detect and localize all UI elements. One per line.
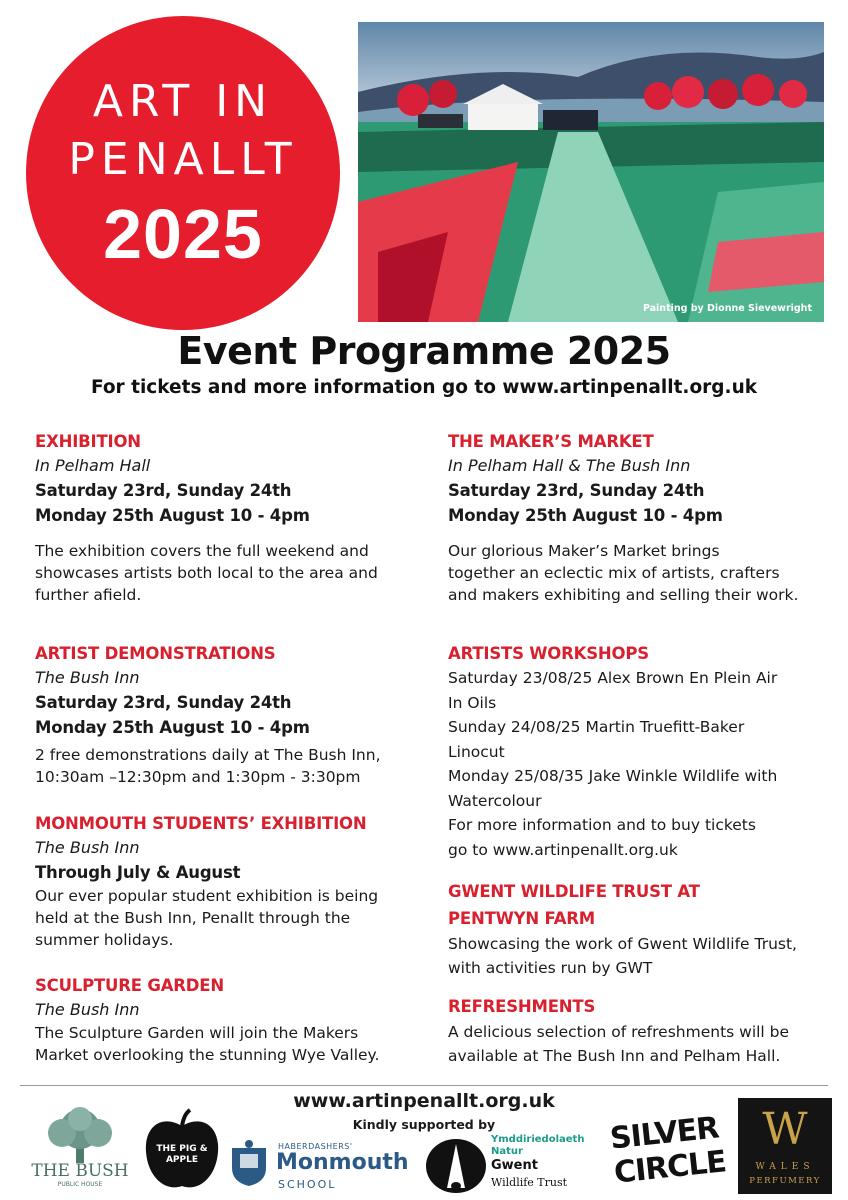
- gwent-desc-2: with activities run by GWT: [448, 959, 653, 977]
- students-desc-3: summer holidays.: [35, 931, 174, 949]
- logo-line-3: 2025: [103, 195, 263, 273]
- demonstrations-heading: ARTIST DEMONSTRATIONS: [35, 644, 276, 663]
- page-subtitle: For tickets and more information go to www.artinpenallt.org.uk: [90, 377, 758, 398]
- haberdashers-text: HABERDASHERS': [278, 1142, 353, 1151]
- exhibition-desc-3: further afield.: [35, 586, 142, 604]
- market-desc-1: Our glorious Maker’s Market brings: [448, 542, 720, 560]
- workshops-section: [448, 642, 843, 862]
- painting-artwork: [358, 22, 824, 322]
- gwt-welsh-2: Natur: [491, 1146, 523, 1157]
- gwent-wildlife-trust-logo: [425, 1134, 595, 1196]
- demonstrations-desc-2: 10:30am –12:30pm and 1:30pm - 3:30pm: [35, 768, 361, 786]
- students-venue: The Bush Inn: [35, 838, 140, 857]
- refreshments-desc-1: A delicious selection of refreshments will be: [448, 1023, 790, 1041]
- workshop-line-6: Watercolour: [448, 791, 542, 810]
- wales-perfumery-logo: [738, 1098, 832, 1194]
- w-monogram-icon: W: [762, 1104, 808, 1155]
- demonstrations-date-1: Saturday 23rd, Sunday 24th: [35, 693, 292, 712]
- perfumery-text: PERFUMERY: [749, 1176, 821, 1186]
- gwt-welsh-1: Ymddiriedolaeth: [491, 1134, 585, 1145]
- exhibition-desc-1: The exhibition covers the full weekend and: [35, 542, 369, 560]
- monmouth-school-logo: [228, 1140, 408, 1195]
- painting-credit: Painting by Dionne Sievewright: [642, 303, 812, 314]
- demonstrations-desc-1: 2 free demonstrations daily at The Bush Inn,: [35, 746, 381, 764]
- market-venue: In Pelham Hall & The Bush Inn: [448, 456, 691, 475]
- exhibition-section: [35, 430, 430, 606]
- market-date-2: Monday 25th August 10 - 4pm: [448, 506, 723, 525]
- gwent-heading-2: PENTWYN FARM: [448, 909, 596, 928]
- exhibition-heading: EXHIBITION: [35, 432, 141, 451]
- market-heading: THE MAKER’S MARKET: [448, 432, 654, 451]
- demonstrations-venue: The Bush Inn: [35, 668, 140, 687]
- gwt-wildlife-trust: Wildlife Trust: [491, 1176, 568, 1189]
- sculpture-venue: The Bush Inn: [35, 1000, 140, 1019]
- students-date: Through July & August: [35, 863, 241, 882]
- demonstrations-date-2: Monday 25th August 10 - 4pm: [35, 718, 310, 737]
- the-bush-logo: [24, 1105, 136, 1190]
- circle-text: CIRCLE: [612, 1144, 728, 1191]
- refreshments-section: [448, 993, 843, 1068]
- footer-url[interactable]: www.artinpenallt.org.uk: [293, 1090, 555, 1112]
- monmouth-text: Monmouth: [276, 1150, 409, 1175]
- gwent-heading-1: GWENT WILDLIFE TRUST AT: [448, 882, 700, 901]
- market-desc-2: together an eclectic mix of artists, crafters: [448, 564, 780, 582]
- sculpture-section: [35, 974, 430, 1066]
- logo-line-2: PENALLT: [68, 134, 298, 185]
- workshop-line-7: For more information and to buy tickets: [448, 816, 756, 834]
- market-section: [448, 430, 843, 606]
- wales-text: WALES: [755, 1162, 815, 1172]
- tree-icon: [24, 1105, 136, 1165]
- footer-divider: [20, 1085, 828, 1086]
- exhibition-date-2: Monday 25th August 10 - 4pm: [35, 506, 310, 525]
- workshop-line-1: Saturday 23/08/25 Alex Brown En Plein Air: [448, 669, 778, 687]
- silver-text: SILVER: [608, 1110, 721, 1157]
- badger-icon: [425, 1136, 487, 1194]
- sculpture-desc-1: The Sculpture Garden will join the Makers: [35, 1024, 359, 1042]
- workshop-line-3: Sunday 24/08/25 Martin Truefitt-Baker: [448, 718, 745, 736]
- workshops-heading: ARTISTS WORKSHOPS: [448, 644, 649, 663]
- school-text: SCHOOL: [278, 1178, 337, 1191]
- crest-icon: [228, 1140, 270, 1188]
- gwent-desc-1: Showcasing the work of Gwent Wildlife Trust,: [448, 935, 797, 953]
- silver-circle-logo: [608, 1110, 728, 1191]
- workshop-line-4: Linocut: [448, 742, 505, 761]
- workshop-line-2: In Oils: [448, 693, 497, 712]
- gwent-section: [448, 878, 843, 980]
- landscape-painting: [358, 22, 824, 322]
- art-in-penallt-logo: [26, 16, 340, 330]
- sculpture-heading: SCULPTURE GARDEN: [35, 976, 224, 995]
- exhibition-venue: In Pelham Hall: [35, 456, 151, 475]
- students-heading: MONMOUTH STUDENTS’ EXHIBITION: [35, 814, 367, 833]
- bush-sub: PUBLIC HOUSE: [57, 1181, 103, 1188]
- exhibition-desc-2: showcases artists both local to the area and: [35, 564, 378, 582]
- students-desc-1: Our ever popular student exhibition is being: [35, 887, 379, 905]
- students-desc-2: held at the Bush Inn, Penallt through the: [35, 909, 351, 927]
- pig-apple-text: THE PIG & APPLE: [156, 1144, 208, 1165]
- bush-name: THE BUSH: [31, 1161, 129, 1181]
- pig-and-apple-logo: [142, 1108, 222, 1192]
- gwt-gwent: Gwent: [491, 1158, 538, 1173]
- logo-line-1: ART IN: [92, 76, 274, 127]
- workshop-line-8: go to www.artinpenallt.org.uk: [448, 840, 678, 859]
- refreshments-desc-2: available at The Bush Inn and Pelham Hall.: [448, 1047, 781, 1065]
- students-section: [35, 812, 430, 951]
- footer-supported-by: Kindly supported by: [352, 1117, 496, 1132]
- page-title: Event Programme 2025: [177, 329, 671, 373]
- demonstrations-section: [35, 642, 430, 788]
- refreshments-heading: REFRESHMENTS: [448, 997, 596, 1016]
- exhibition-date-1: Saturday 23rd, Sunday 24th: [35, 481, 292, 500]
- market-desc-3: and makers exhibiting and selling their work.: [448, 586, 799, 604]
- sculpture-desc-2: Market overlooking the stunning Wye Valley.: [35, 1046, 380, 1064]
- market-date-1: Saturday 23rd, Sunday 24th: [448, 481, 705, 500]
- workshop-line-5: Monday 25/08/35 Jake Winkle Wildlife with: [448, 767, 778, 785]
